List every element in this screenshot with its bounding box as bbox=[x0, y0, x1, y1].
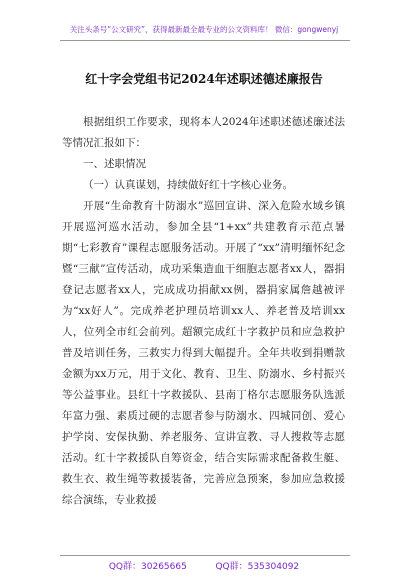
subsection-heading: （一）认真谋划，持续做好红十字核心业务。 bbox=[83, 179, 293, 191]
footer-qq-1: QQ群：30265665 bbox=[108, 562, 187, 572]
document-title: 红十字会党组书记2024年述职述德述廉报告 bbox=[85, 72, 323, 86]
footer-qq-2: QQ群：535304092 bbox=[215, 562, 300, 572]
header-divider bbox=[60, 40, 350, 41]
document-body bbox=[62, 112, 345, 511]
footer-divider bbox=[60, 555, 350, 556]
header-promo-text: 关注头条号“公文研究”，获得最新最全最专业的公文资料库！ 微信：gongwenyj bbox=[69, 25, 339, 34]
footer-qq-groups bbox=[0, 559, 408, 572]
section-heading: 一、述职情况 bbox=[83, 158, 146, 170]
body-paragraph: 开展“生命教育十防溺水”巡回宣讲、深入危险水域乡镇开展巡河巡水活动，参加全县“1+xx”共建教育示范点暑期“七彩教育”课程志愿服务活动。开展了“xx”清明缅怀纪念暨“三献”宣传活动，成功采集造血干细胞志愿者xx人，器捐登记志愿者xx人，完成成功捐献xx例，器捐家属詹越被评为“xx好人”。完成养老护理员培训xx人、养老普及培训xx人，位列全市红会前列。超额完成红十字救护员和应急救护普及培训任务，三救实力得到大幅提升。全年共收到捐赠款金额为xx万元，用于文化、教育、卫生、防溺水、乡村振兴等公益事业。县红十字救援队、县南丁格尔志愿服务队选派年富力强、素质过硬的志愿者参与防溺水、四城同创、爱心护学岗、安保执勤、养老服务、宣讲宣教、寻人搜救等志愿活动。红十字救援队自筹资金，结合实际需求配备救生艇、救生衣、救生绳等救援装备，完善应急预案，参加应急救援综合演练，专业救援 bbox=[62, 200, 345, 506]
intro-paragraph: 根据组织工作要求，现将本人2024年述职述德述廉述法等情况汇报如下： bbox=[62, 116, 345, 149]
